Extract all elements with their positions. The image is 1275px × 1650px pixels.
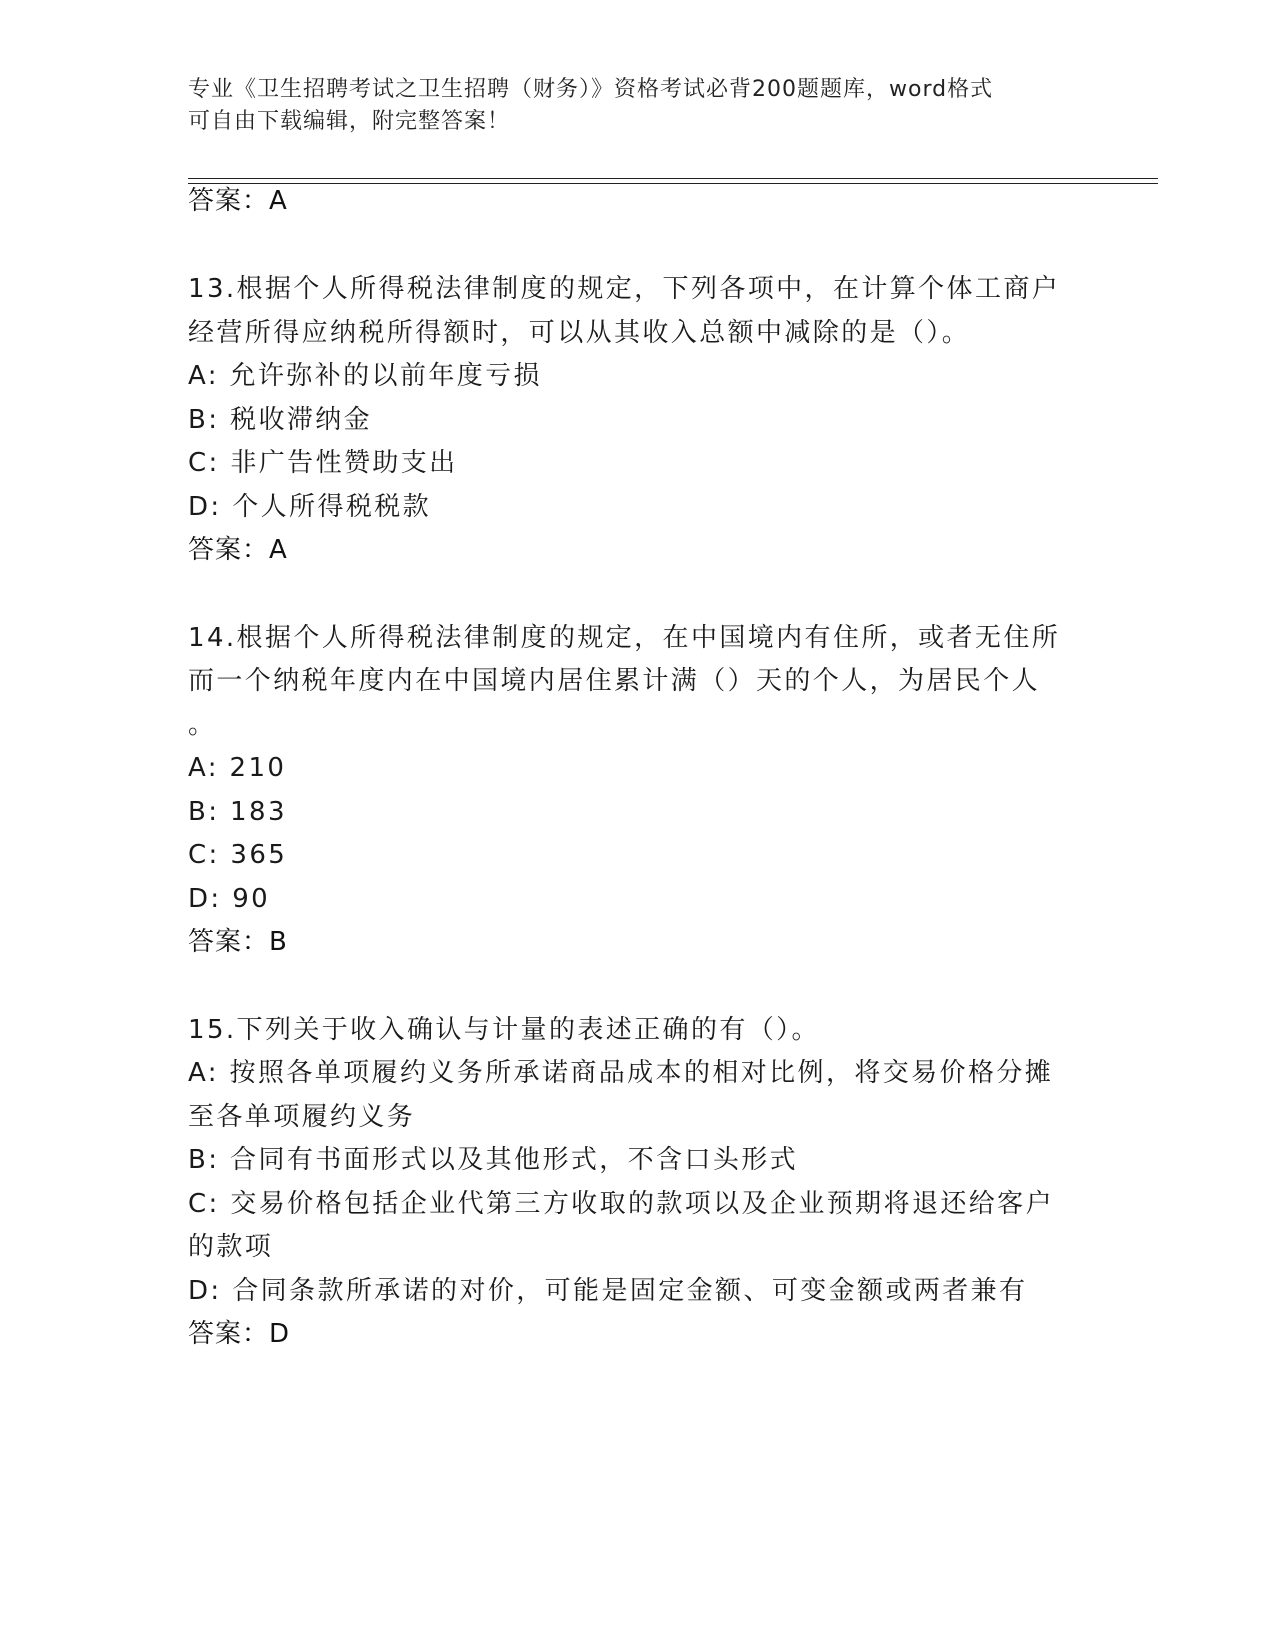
answer-line: 答案：B [188, 927, 288, 957]
option-line: A: 允许弥补的以前年度亏损 [188, 361, 542, 391]
question-stem-line: 。 [188, 710, 217, 740]
question-stem-line: 15.下列关于收入确认与计量的表述正确的有（）。 [188, 1015, 820, 1045]
header-line-2: 可自由下载编辑，附完整答案！ [188, 109, 511, 134]
option-line: C: 交易价格包括企业代第三方收取的款项以及企业预期将退还给客户 [188, 1189, 1054, 1219]
answer-line: 答案：D [188, 1319, 291, 1349]
option-line: A: 210 [188, 753, 287, 783]
option-line: C: 非广告性赞助支出 [188, 448, 458, 478]
option-line: D: 合同条款所承诺的对价，可能是固定金额、可变金额或两者兼有 [188, 1276, 1028, 1306]
option-line: 的款项 [188, 1232, 274, 1262]
option-line: B: 合同有书面形式以及其他形式，不含口头形式 [188, 1145, 799, 1175]
header-rule-top [188, 178, 1158, 179]
question-stem-line: 经营所得应纳税所得额时，可以从其收入总额中减除的是（）。 [188, 318, 971, 348]
header-line-1: 专业《卫生招聘考试之卫生招聘（财务）》资格考试必背200题题库，word格式 [188, 77, 994, 102]
option-line: D: 90 [188, 884, 271, 914]
option-line: B: 税收滞纳金 [188, 405, 373, 435]
option-line: D: 个人所得税税款 [188, 492, 432, 522]
question-stem-line: 而一个纳税年度内在中国境内居住累计满（）天的个人，为居民个人 [188, 666, 1041, 696]
question-stem-line: 14.根据个人所得税法律制度的规定，在中国境内有住所，或者无住所 [188, 623, 1061, 653]
header-note [188, 74, 1088, 138]
option-line: 至各单项履约义务 [188, 1102, 416, 1132]
answer-line: 答案：A [188, 535, 288, 565]
question-stem-line: 13.根据个人所得税法律制度的规定，下列各项中，在计算个体工商户 [188, 274, 1061, 304]
answer-line: 答案：A [188, 186, 288, 216]
option-line: B: 183 [188, 797, 287, 827]
option-line: A: 按照各单项履约义务所承诺商品成本的相对比例，将交易价格分摊 [188, 1058, 1054, 1088]
option-line: C: 365 [188, 840, 288, 870]
